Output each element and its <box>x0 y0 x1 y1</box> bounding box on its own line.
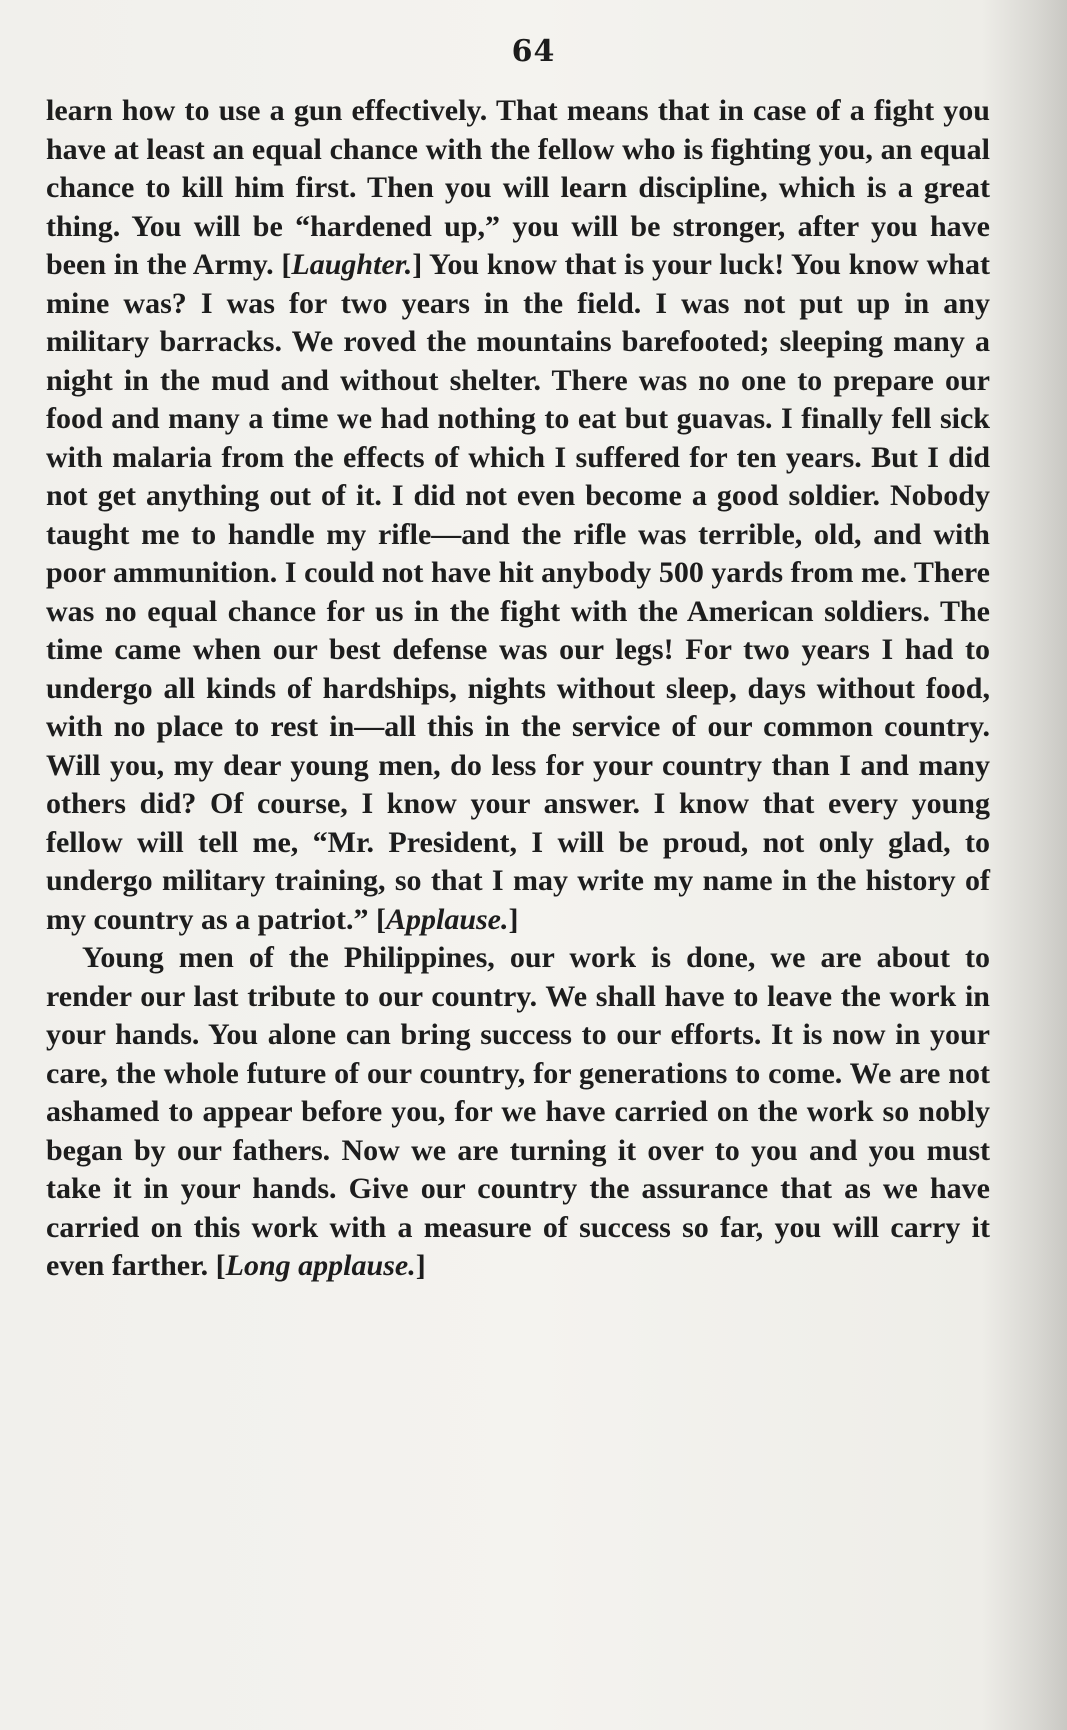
paragraph-young-men <box>46 939 990 1286</box>
audience-reaction-laughter: Laughter. <box>291 248 413 281</box>
text-segment: ] <box>508 902 519 936</box>
text-segment: Young men of the Philippines, our work is done, we are about to render our last tribute to our country. We shall have to leave the work in your hands. You alone can bring success to our efforts. It is now in your care, the whole future of our country, for generations to come. We are not ashamed to appear before you, for we have carried on the work so nobly began by our fathers. Now we are turning it over to you and you must take it in your hands. Give our country the assurance that as we have carried on this work with a measure of success so far, you will carry it even farther. [ <box>46 941 990 1282</box>
audience-reaction-long-applause: Long applause. <box>225 1249 416 1282</box>
page-number: 64 <box>511 34 556 69</box>
text-segment: learn how to use a gun effectively. That means that in case of a fight you have at least an equal chance with the fellow who is fighting you, an equal chance to kill him first. Then you will learn discipline, which is a great thing. You will be “hardened up,” you will be stronger, after you have been in the Army. [ <box>46 94 990 281</box>
text-segment: ] <box>415 1249 426 1282</box>
paragraph-military-training <box>46 92 990 939</box>
body-text <box>46 92 990 1286</box>
text-segment: ] You know that is your luck! You know what mine was? I was for two years in the field. I was not put up in any military barracks. We roved the mountains barefooted; sleeping many a night in the mud and without shelter. There was no one to prepare our food and many a time we had nothing to eat but guavas. I finally fell sick with malaria from the effects of which I suffered for ten years. But I did not get anything out of it. I did not even become a good soldier. Nobody taught me to handle my rifle—and the rifle was terrible, old, and with poor ammunition. I could not have hit anybody 500 yards from me. There was no equal chance for us in the fight with the American soldiers. The time came when our best defense was our legs! For two years I had to undergo all kinds of hardships, nights without sleep, days without food, with no place to rest in—all this in the service of our common country. Will you, my dear young men, do less for your country than I and many others did? Of course, I know your answer. I know that every young fellow will tell me, “Mr. President, I will be proud, not only glad, to undergo military training, so that I may write my name in the history of my country as a patriot.” [ <box>46 248 990 936</box>
audience-reaction-applause: Applause. <box>385 902 509 936</box>
